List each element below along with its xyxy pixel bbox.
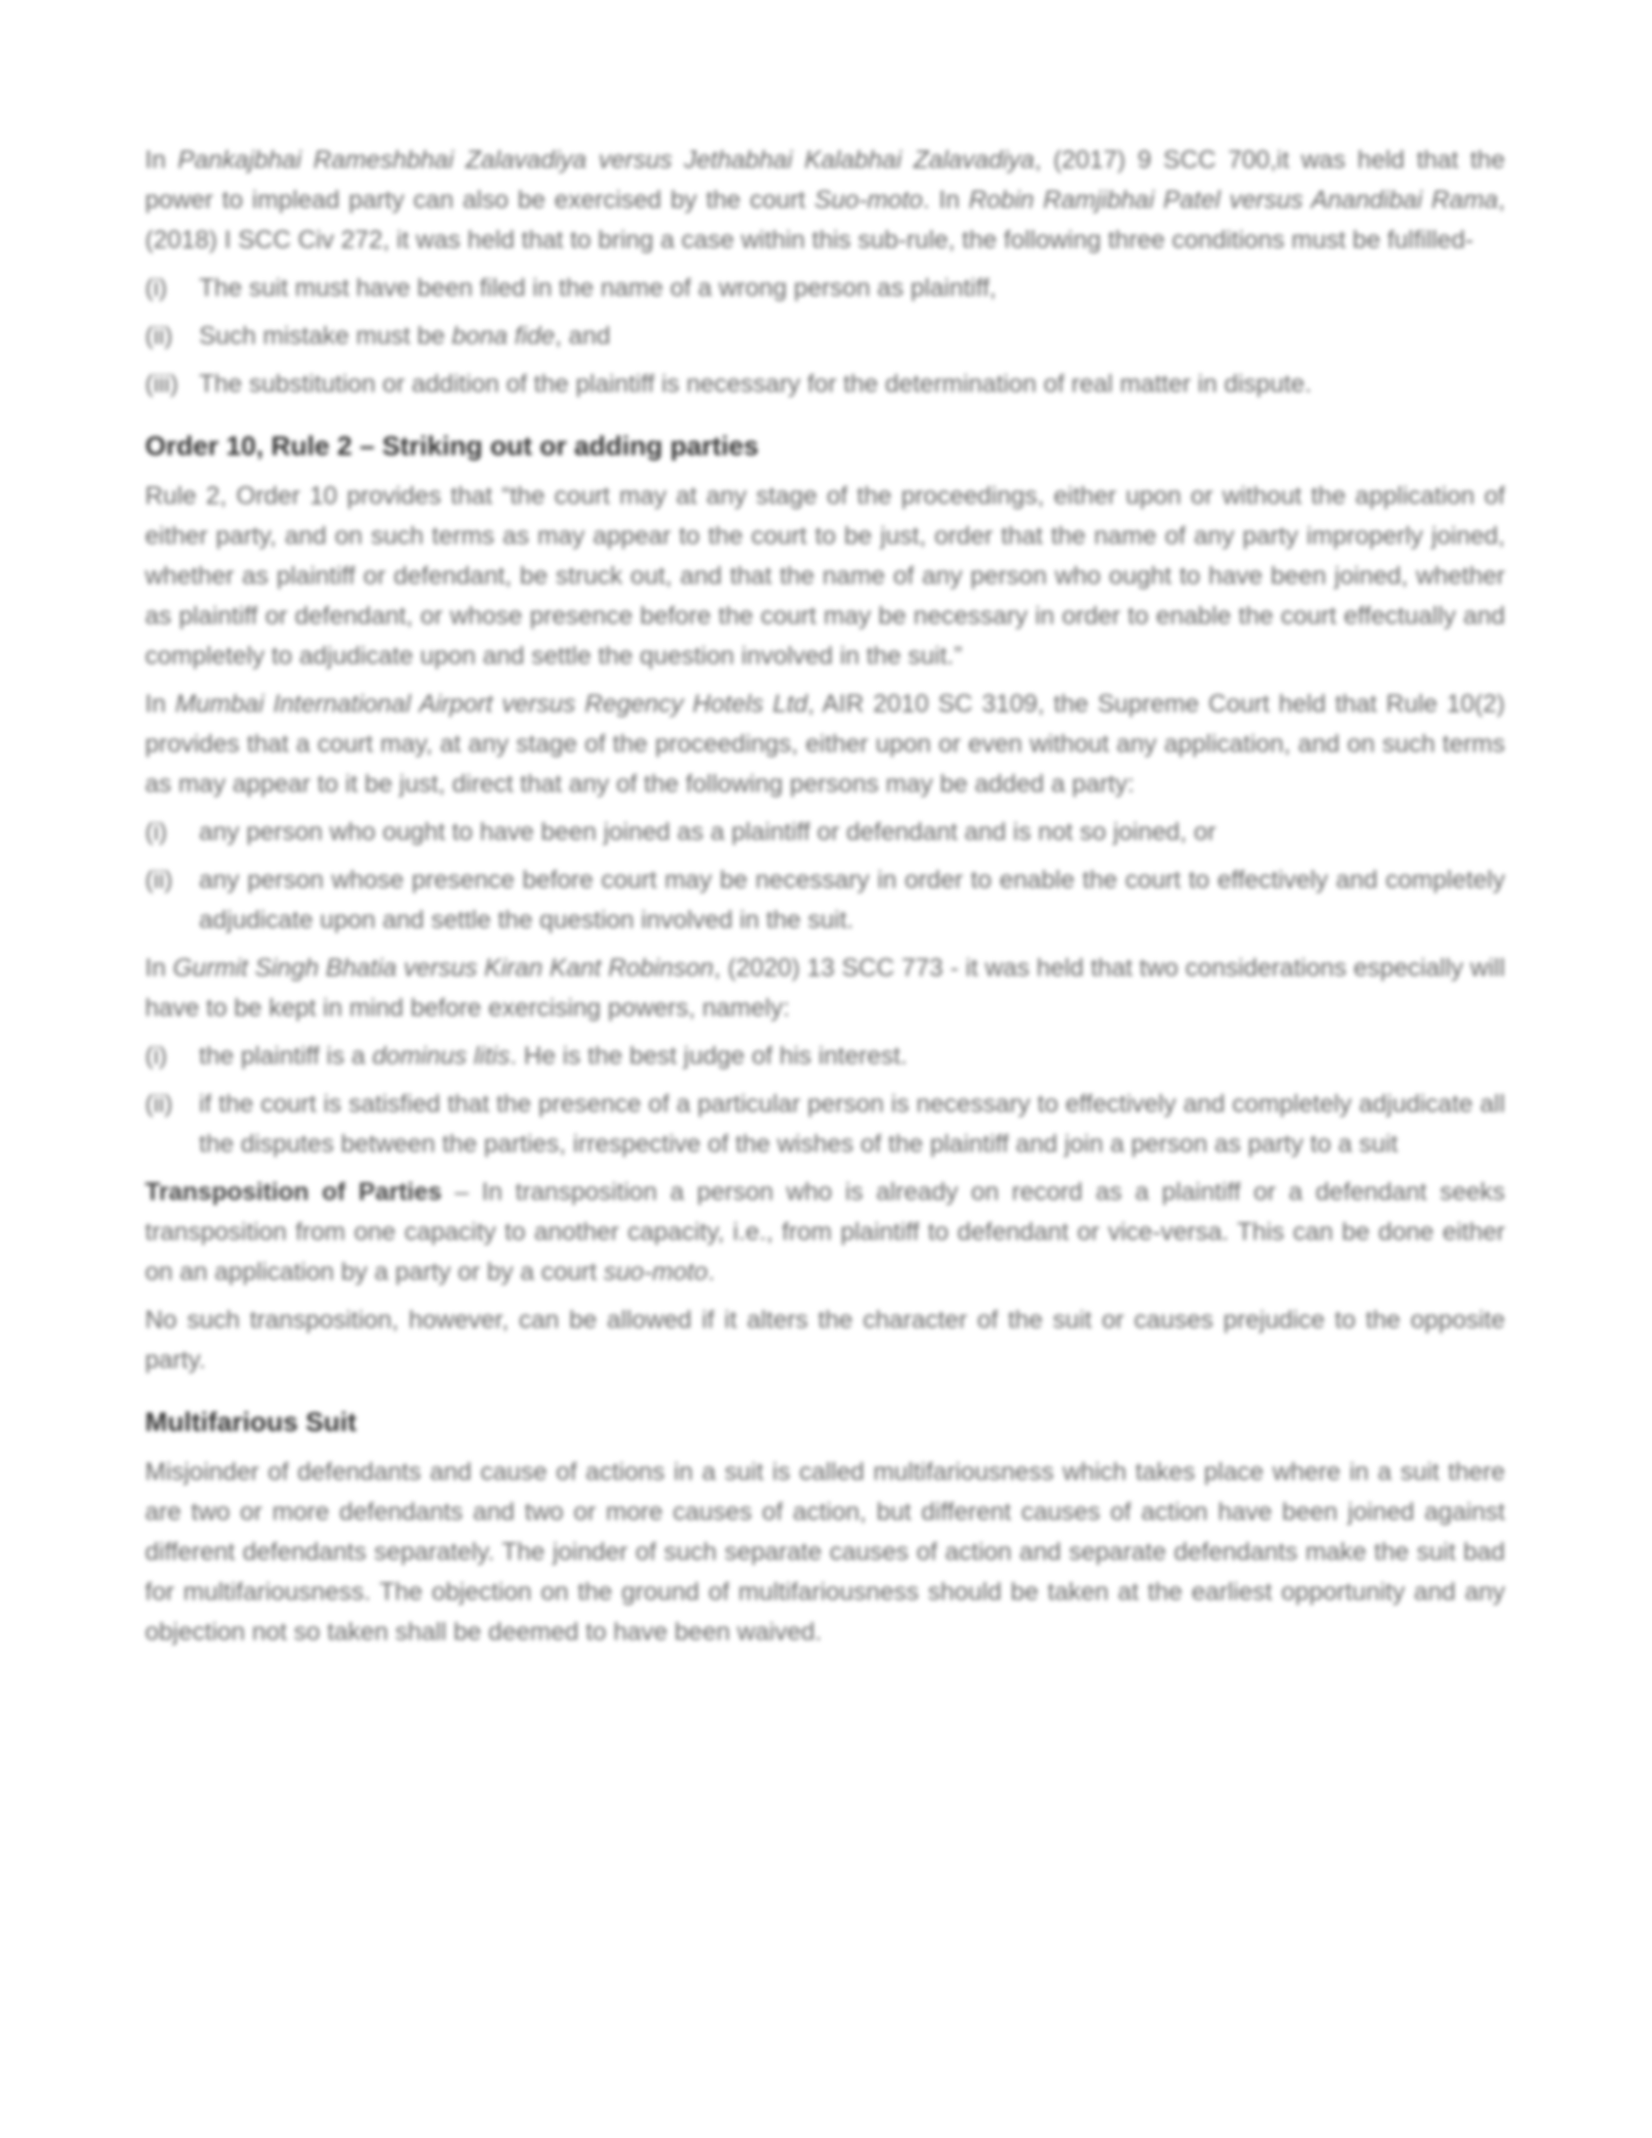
case-name: Pankajbhai Rameshbhai Zalavadiya versus Jethabhai Kalabhai Zalavadiya <box>177 146 1035 174</box>
list-item <box>145 1036 1505 1076</box>
multifarious-paragraph: Misjoinder of defendants and cause of actions in a suit is called multifariousness which takes place where in a suit there are two or more defendants and two or more causes of action, but different causes of action have been joined against different defendants separately. The joinder of such separate causes of action and separate defendants make the suit bad for multifariousness. The objection on the ground of multifariousness should be taken at the earliest opportunity and any objection not so taken shall be deemed to have been waived. <box>145 1458 1505 1646</box>
section-heading: Multifarious Suit <box>145 1407 357 1437</box>
list-text: any person whose presence before court may be necessary in order to enable the court to effectively and completely adjudicate upon and settle the question involved in the suit. <box>199 866 1505 934</box>
section-heading: Order 10, Rule 2 – Striking out or adding parties <box>145 431 759 461</box>
inline-heading: Transposition of Parties <box>145 1178 442 1206</box>
text-run: , (2018) I SCC Civ 272, it was held that to bring a case within this sub-rule, the following three conditions must be fulfilled- <box>145 186 1506 254</box>
list-number: (i) <box>145 274 168 302</box>
text-run: , (2020) 13 SCC 773 - it was held that two considerations especially will have to be kept in mind before exercising powers, namely: <box>145 954 1505 1022</box>
text-run: . In <box>922 186 969 214</box>
text-run: . <box>707 1258 715 1286</box>
mumbai-airport-paragraph <box>145 684 1505 804</box>
case-name: Robin Ramjibhai Patel versus Anandibai Rama <box>968 186 1499 214</box>
list-number: (ii) <box>145 866 173 894</box>
emphasis-term: suo-moto <box>603 1258 708 1286</box>
list-text: . He is the best judge of his interest. <box>509 1042 908 1070</box>
text-run: – In transposition a person who is already on record as a plaintiff or a defendant seeks transposition from one capacity to another capacity, i.e., from plaintiff to defendant or vice-versa. This can be done either on an application by a party or by a court <box>145 1178 1505 1286</box>
list-text: , and <box>554 322 611 350</box>
list-text: the plaintiff is a <box>199 1042 373 1070</box>
list-text: if the court is satisfied that the presence of a particular person is necessary to effectively and completely adjudicate all the disputes between the parties, irrespective of the wishes of the plaintiff and join a person as party to a suit <box>199 1090 1505 1158</box>
list-number: (i) <box>145 818 168 846</box>
conditions-list <box>145 268 1505 404</box>
list-text: any person who ought to have been joined as a plaintiff or defendant and is not so joined, or <box>199 818 1216 846</box>
transposition-paragraph <box>145 1172 1505 1292</box>
list-text: The substitution or addition of the plaintiff is necessary for the determination of real matter in dispute. <box>199 370 1312 398</box>
list-item <box>145 860 1505 940</box>
list-item <box>145 316 1505 356</box>
text-run: , AIR 2010 SC 3109, the Supreme Court held that Rule 10(2) provides that a court may, at any stage of the proceedings, either upon or even without any application, and on such terms as may appear to it be just, direct that any of the following persons may be added a party: <box>145 690 1506 798</box>
list-number: (i) <box>145 1042 168 1070</box>
list-text: The suit must have been filed in the name of a wrong person as plaintiff, <box>199 274 997 302</box>
list-item <box>145 812 1505 852</box>
list-text: Such mistake must be <box>199 322 452 350</box>
list-number: (ii) <box>145 1090 173 1118</box>
list-number: (iii) <box>145 370 179 398</box>
list-item <box>145 1084 1505 1164</box>
list-item <box>145 268 1505 308</box>
document-page <box>145 140 1505 1660</box>
order10-paragraph: Rule 2, Order 10 provides that “the court may at any stage of the proceedings, either upon or without the application of either party, and on such terms as may appear to the court to be just, order that the name of any party improperly joined, whether as plaintiff or defendant, be struck out, and that the name of any person who ought to have been joined, whether as plaintiff or defendant, or whose presence before the court may be necessary in order to enable the court effectually and completely to adjudicate upon and settle the question involved in the suit.” <box>145 482 1505 670</box>
text-run: , (2017) 9 SCC 700,it was held that the power to implead party can also be exercised by the court <box>145 146 1505 214</box>
intro-paragraph <box>145 140 1505 260</box>
considerations-list <box>145 1036 1505 1164</box>
text-run: In <box>145 690 176 718</box>
case-name: Mumbai International Airport versus Regency Hotels Ltd <box>175 690 808 718</box>
text-run: In <box>145 146 178 174</box>
gurmit-singh-paragraph <box>145 948 1505 1028</box>
text-run: In <box>145 954 173 982</box>
case-name: Gurmit Singh Bhatia versus Kiran Kant Robinson <box>172 954 714 982</box>
emphasis-term: Suo-moto <box>814 186 923 214</box>
transposition-note-paragraph: No such transposition, however, can be allowed if it alters the character of the suit or causes prejudice to the opposite party. <box>145 1306 1505 1374</box>
emphasis-term: dominus litis <box>372 1042 510 1070</box>
list-number: (ii) <box>145 322 173 350</box>
emphasis-term: bona fide <box>451 322 555 350</box>
list-item <box>145 364 1505 404</box>
added-parties-list <box>145 812 1505 940</box>
